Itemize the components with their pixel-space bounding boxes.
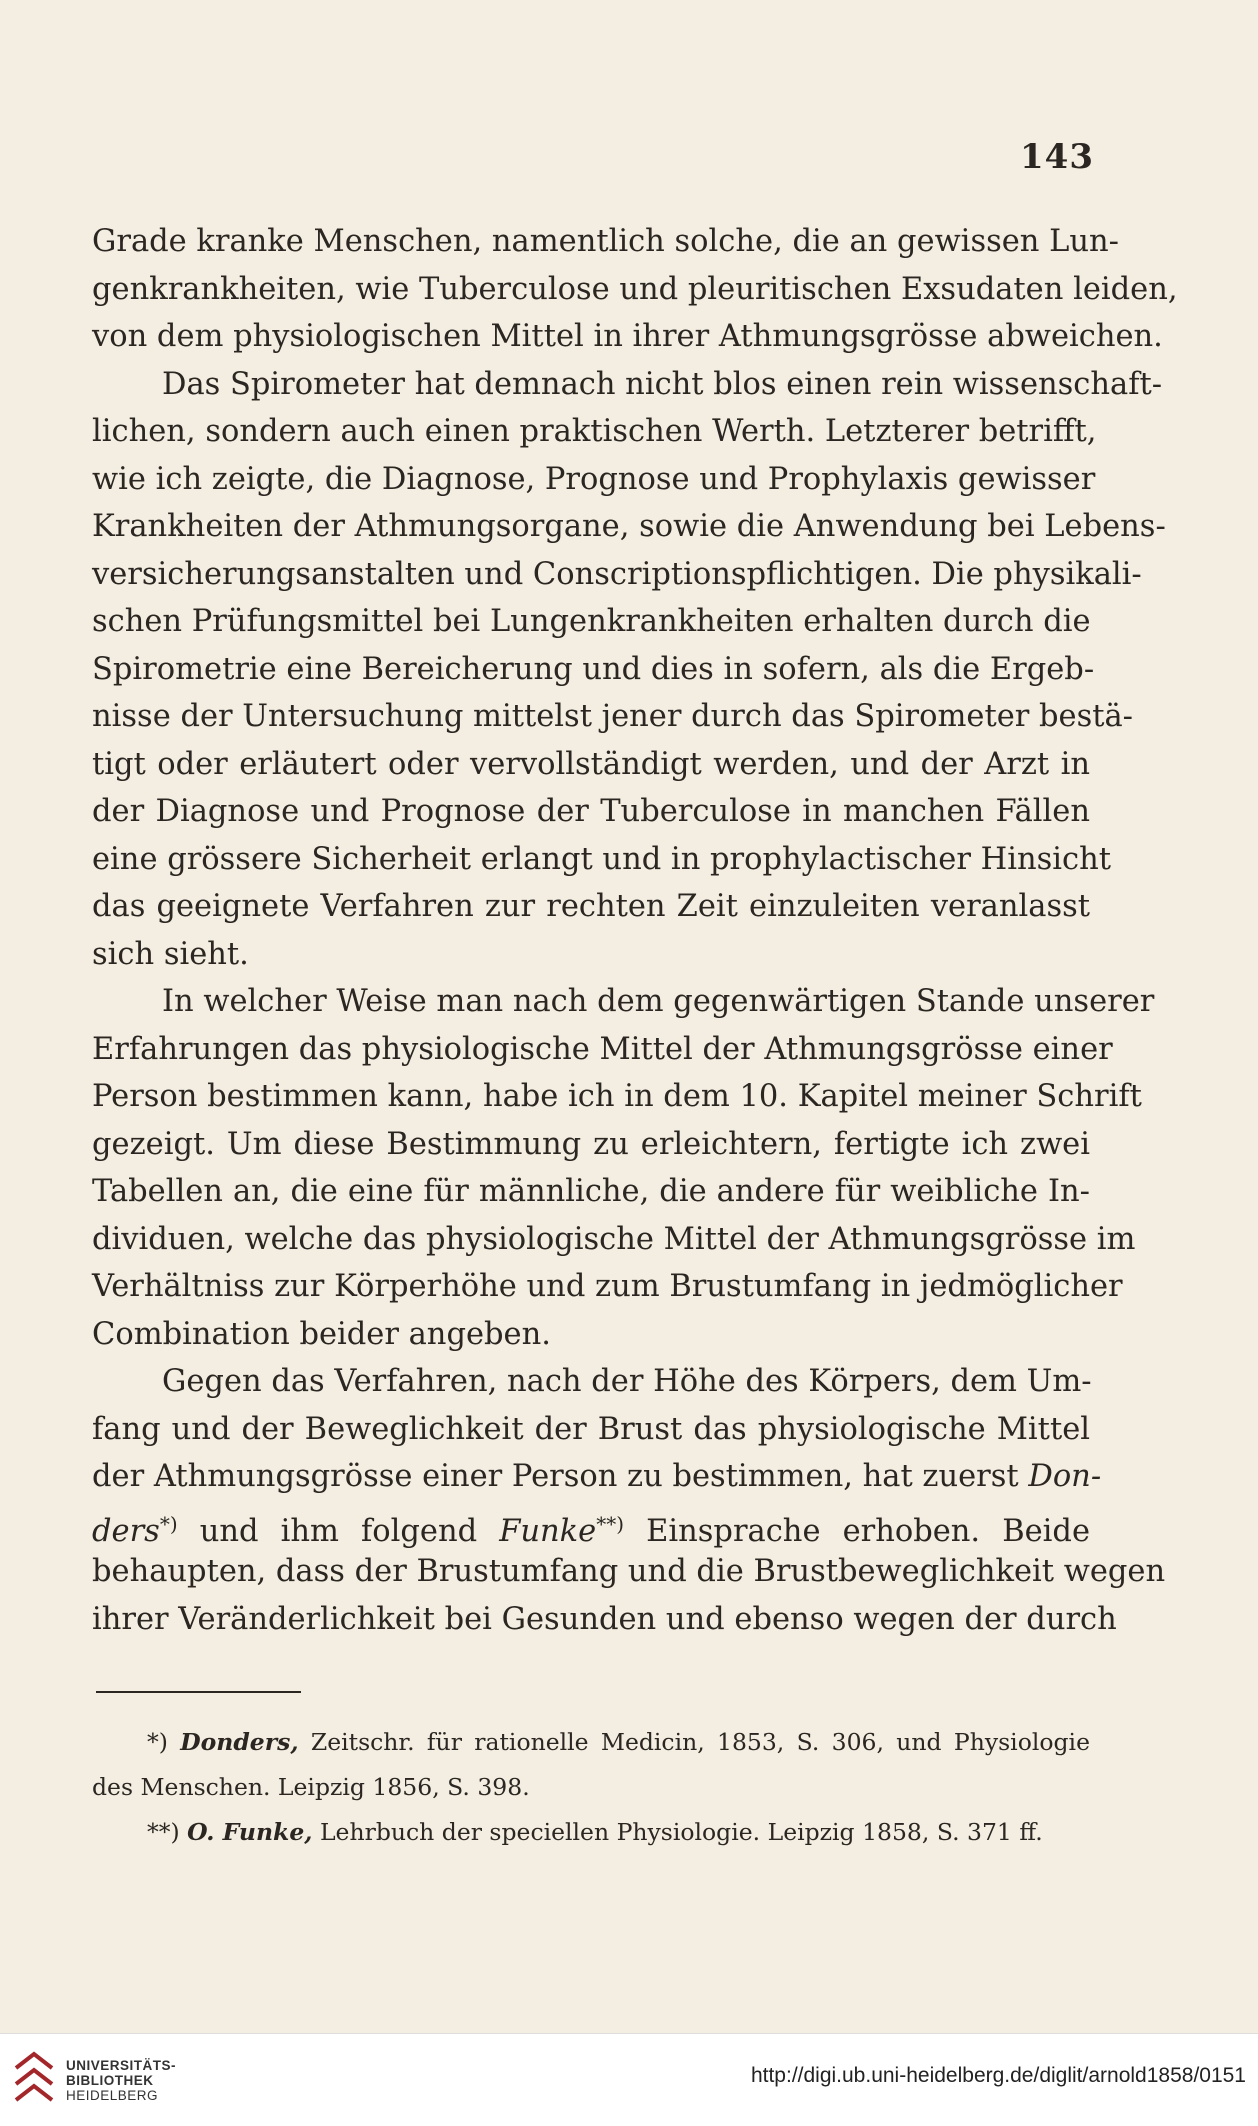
viewer-footer [0,2033,1258,2126]
footnote-marker: **) [147,1818,180,1846]
author-name-donders: Don- [1028,1459,1102,1494]
footnote-marker: **) [596,1511,625,1536]
text-line: Grade kranke Menschen, namentlich solche, die an gewissen Lun- [92,224,1119,259]
text-line: Tabellen an, die eine für männliche, die andere für weibliche In- [92,1174,1090,1209]
text-line: versicherungsanstalten und Conscriptionspflichtigen. Die physikali- [92,556,1142,592]
footnote-text: Zeitschr. für rationelle Medicin, 1853, S. 306, und Physiologie [298,1728,1090,1756]
library-logo-icon[interactable] [12,2048,56,2112]
text-line: Krankheiten der Athmungsorgane, sowie die Anwendung bei Lebens- [92,509,1166,544]
text-line: In welcher Weise man nach dem gegenwärtigen Stande unserer [162,984,1155,1019]
footnote-marker: *) [159,1511,178,1536]
permalink-url[interactable]: http://digi.ub.uni-heidelberg.de/diglit/arnold1858/0151 [750,2064,1246,2087]
footnote-line [92,1720,1090,1765]
text-line: lichen, sondern auch einen praktischen Werth. Letzterer betrifft, [92,414,1097,449]
footnotes [92,1720,1090,1855]
text-fragment: und ihm folgend [177,1513,500,1549]
text-line: Spirometrie eine Bereicherung und dies in sofern, als die Ergeb- [92,651,1095,687]
footnote-author: O. Funke, [187,1818,313,1846]
text-line: Das Spirometer hat demnach nicht blos einen rein wissenschaft- [162,366,1163,402]
footnote-marker: *) [147,1728,168,1756]
text-line: Person bestimmen kann, habe ich in dem 10. Kapitel meiner Schrift [92,1079,1142,1114]
text-line: Verhältniss zur Körperhöhe und zum Brustumfang in jedmöglicher [92,1269,1123,1304]
author-name-donders: ders [92,1513,160,1549]
text-fragment: Einsprache erhoben. Beide [624,1513,1090,1549]
library-name-line: BIBLIOTHEK [66,2073,154,2088]
author-name-funke: Funke [499,1513,597,1549]
footnote-divider [96,1691,301,1693]
body-text [92,218,1178,1643]
text-line: wie ich zeigte, die Diagnose, Prognose und Prophylaxis gewisser [92,461,1096,497]
text-line: dividuen, welche das physiologische Mittel der Athmungsgrösse im [92,1221,1136,1257]
text-line: der Diagnose und Prognose der Tuberculose in manchen Fällen [92,794,1090,829]
text-line: sich sieht. [92,936,249,972]
text-fragment: der Athmungsgrösse einer Person zu bestimmen, hat zuerst [92,1459,1019,1494]
footnote-line: des Menschen. Leipzig 1856, S. 398. [92,1773,530,1801]
text-line [92,1453,1102,1501]
text-line: schen Prüfungsmittel bei Lungenkrankheiten erhalten durch die [92,604,1091,639]
library-name[interactable] [66,2058,176,2103]
footnote-author: Donders, [180,1728,299,1756]
text-line: Erfahrungen das physiologische Mittel der Athmungsgrösse einer [92,1031,1113,1067]
text-line [92,1501,1090,1549]
library-name-line: HEIDELBERG [66,2088,159,2103]
text-line: das geeignete Verfahren zur rechten Zeit einzuleiten veranlasst [92,889,1090,924]
text-line: nisse der Untersuchung mittelst jener durch das Spirometer bestä- [92,699,1133,734]
footnote-line [92,1810,1090,1855]
text-line: von dem physiologischen Mittel in ihrer Athmungsgrösse abweichen. [92,319,1163,354]
footnote-text: Lehrbuch der speciellen Physiologie. Leipzig 1858, S. 371 ff. [312,1818,1043,1846]
page-number: 143 [1020,137,1094,177]
library-name-line: UNIVERSITÄTS- [66,2058,177,2073]
text-line: gezeigt. Um diese Bestimmung zu erleichtern, fertigte ich zwei [92,1126,1090,1162]
text-line: eine grössere Sicherheit erlangt und in prophylactischer Hinsicht [92,841,1112,877]
text-line: tigt oder erläutert oder vervollständigt werden, und der Arzt in [92,746,1090,782]
text-line: genkrankheiten, wie Tuberculose und pleuritischen Exsudaten leiden, [92,271,1178,307]
text-line: behaupten, dass der Brustumfang und die Brustbeweglichkeit wegen [92,1554,1166,1589]
text-line: ihrer Veränderlichkeit bei Gesunden und ebenso wegen der durch [92,1601,1117,1637]
text-line: Gegen das Verfahren, nach der Höhe des Körpers, dem Um- [162,1364,1092,1399]
text-line: Combination beider angeben. [92,1316,551,1352]
text-line: fang und der Beweglichkeit der Brust das physiologische Mittel [92,1411,1090,1447]
